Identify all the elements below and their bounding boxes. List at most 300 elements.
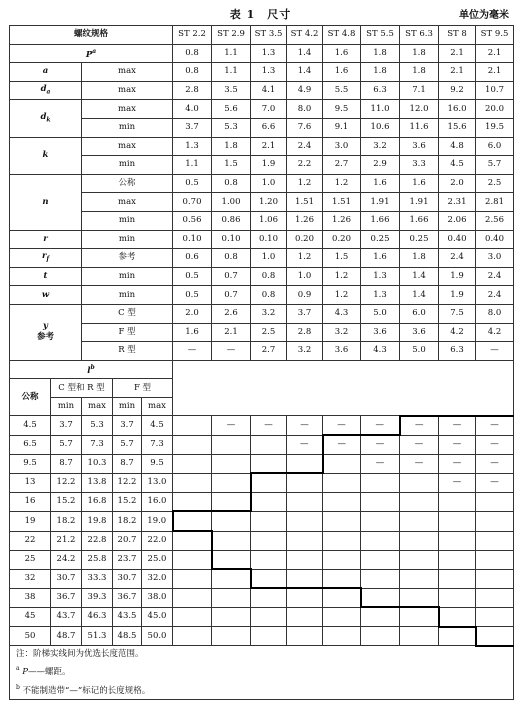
y-value: —: [212, 342, 251, 361]
length-cell: [323, 492, 361, 511]
length-value: 7.3: [142, 435, 173, 454]
unit-label: 单位为毫米: [459, 10, 509, 21]
y-value: —: [476, 342, 514, 361]
length-nominal: 32: [10, 569, 51, 588]
not-available-mark: —: [323, 416, 361, 435]
length-cell: [212, 607, 251, 626]
dim-value: 7.6: [287, 118, 323, 137]
length-value: 36.7: [113, 588, 142, 607]
length-value: 10.3: [82, 454, 113, 473]
dim-value: 1.6: [323, 44, 361, 63]
dim-value: 1.2: [323, 286, 361, 305]
length-cell: [251, 454, 287, 473]
header-row: [10, 26, 514, 45]
dim-value: 0.8: [251, 267, 287, 286]
dim-kind: max: [82, 63, 173, 82]
length-value: 22.8: [82, 531, 113, 550]
dim-value: 7.0: [251, 100, 287, 119]
not-available-mark: —: [323, 435, 361, 454]
dim-value: 0.8: [173, 63, 212, 82]
length-cell: [212, 454, 251, 473]
dim-value: 0.70: [173, 193, 212, 212]
length-cell: [400, 492, 439, 511]
dim-value: 2.06: [439, 211, 476, 230]
dim-value: 2.5: [476, 174, 514, 193]
dim-value: 3.6: [400, 137, 439, 156]
y-kind: F 型: [82, 323, 173, 342]
size-header: ST 8: [439, 26, 476, 45]
length-cell: [361, 588, 400, 607]
spec-header: 螺纹规格: [10, 26, 173, 45]
length-value: 5.3: [82, 416, 113, 435]
length-value: 30.7: [51, 569, 82, 588]
dim-value: 9.1: [323, 118, 361, 137]
length-cell: [400, 588, 439, 607]
dim-value: 0.8: [212, 249, 251, 268]
length-value: 50.0: [142, 627, 173, 646]
length-cell: [287, 588, 323, 607]
length-cell: [476, 627, 514, 646]
length-cell: [173, 627, 212, 646]
length-value: 5.7: [51, 435, 82, 454]
length-value: 33.3: [82, 569, 113, 588]
dim-value: 1.06: [251, 211, 287, 230]
not-available-mark: —: [287, 416, 323, 435]
dim-value: 1.3: [361, 286, 400, 305]
dim-row: [10, 63, 514, 82]
not-available-mark: —: [439, 473, 476, 492]
not-available-mark: —: [361, 454, 400, 473]
dim-value: 1.66: [361, 211, 400, 230]
length-cell: [212, 531, 251, 550]
length-value: 18.2: [51, 511, 82, 531]
dim-kind: min: [82, 156, 173, 175]
note-main: 注：阶梯实线间为优选长度范围。: [16, 648, 144, 659]
minmax-label: max: [142, 397, 173, 416]
length-row: [10, 569, 514, 588]
y-value: 4.3: [323, 304, 361, 323]
length-blank: [173, 360, 514, 416]
length-cell: [361, 607, 400, 626]
dim-value: 1.91: [400, 193, 439, 212]
y-value: 2.5: [251, 323, 287, 342]
not-available-mark: —: [361, 416, 400, 435]
y-value: 3.7: [287, 304, 323, 323]
dim-value: 0.40: [439, 230, 476, 249]
dim-value: 1.8: [400, 63, 439, 82]
dim-kind: 参考: [82, 249, 173, 268]
dim-value: 6.0: [476, 137, 514, 156]
dim-value: 0.56: [173, 211, 212, 230]
length-cell: [400, 473, 439, 492]
dim-value: 2.0: [439, 174, 476, 193]
length-value: 16.0: [142, 492, 173, 511]
dim-value: 10.7: [476, 81, 514, 100]
length-cell: [361, 627, 400, 646]
dim-value: 8.0: [287, 100, 323, 119]
size-header: ST 5.5: [361, 26, 400, 45]
length-value: 16.8: [82, 492, 113, 511]
dim-value: 2.1: [439, 44, 476, 63]
dim-value: 1.8: [400, 249, 439, 268]
minmax-label: min: [113, 397, 142, 416]
length-cell: [212, 588, 251, 607]
length-value: 13.8: [82, 473, 113, 492]
minmax-label: max: [82, 397, 113, 416]
length-value: 21.2: [51, 531, 82, 550]
length-value: 32.0: [142, 569, 173, 588]
length-cell: [212, 435, 251, 454]
dim-row: [10, 174, 514, 193]
size-header: ST 2.9: [212, 26, 251, 45]
length-cell: [476, 607, 514, 626]
dim-value: 2.7: [323, 156, 361, 175]
dim-value: 0.7: [212, 267, 251, 286]
length-cell: [400, 531, 439, 550]
not-available-mark: —: [400, 416, 439, 435]
dim-value: 2.2: [287, 156, 323, 175]
dim-value: 1.0: [251, 249, 287, 268]
length-cell: [439, 492, 476, 511]
length-cell: [323, 550, 361, 569]
length-cell: [212, 492, 251, 511]
length-cell: [323, 511, 361, 531]
y-value: 3.2: [251, 304, 287, 323]
not-available-mark: —: [476, 473, 514, 492]
dim-value: 1.51: [287, 193, 323, 212]
length-nominal: 25: [10, 550, 51, 569]
dim-kind: max: [82, 193, 173, 212]
dim-value: 9.2: [439, 81, 476, 100]
length-value: 7.3: [82, 435, 113, 454]
length-value: 19.8: [82, 511, 113, 531]
length-cell: [287, 550, 323, 569]
length-cell: [439, 550, 476, 569]
dim-symbol: $P^a$: [10, 44, 173, 63]
dim-symbol: n: [10, 174, 82, 230]
not-available-mark: —: [400, 454, 439, 473]
dim-value: 1.26: [287, 211, 323, 230]
dim-value: 2.1: [251, 137, 287, 156]
length-value: 4.5: [142, 416, 173, 435]
length-row: [10, 416, 514, 435]
length-row: [10, 550, 514, 569]
dim-value: 1.6: [361, 249, 400, 268]
length-value: 12.2: [51, 473, 82, 492]
length-cell: [323, 454, 361, 473]
cr-label: C 型和 R 型: [51, 379, 113, 398]
length-value: 12.2: [113, 473, 142, 492]
length-nominal: 9.5: [10, 454, 51, 473]
dim-kind: min: [82, 267, 173, 286]
dim-row: [10, 249, 514, 268]
dim-value: 0.20: [323, 230, 361, 249]
length-cell: [400, 511, 439, 531]
dim-value: 0.86: [212, 211, 251, 230]
dim-value: 1.2: [287, 249, 323, 268]
length-nominal: 19: [10, 511, 51, 531]
length-cell: [173, 416, 212, 435]
dim-row: [10, 286, 514, 305]
dim-value: 1.3: [173, 137, 212, 156]
y-value: 3.6: [400, 323, 439, 342]
not-available-mark: —: [361, 435, 400, 454]
length-value: 43.5: [113, 607, 142, 626]
dim-value: 2.4: [476, 267, 514, 286]
length-cell: [251, 511, 287, 531]
dim-value: 5.7: [476, 156, 514, 175]
length-nominal: 38: [10, 588, 51, 607]
dim-kind: min: [82, 211, 173, 230]
y-value: 2.8: [287, 323, 323, 342]
length-cell: [476, 550, 514, 569]
length-cell: [439, 627, 476, 646]
length-cell: [439, 531, 476, 550]
length-value: 39.3: [82, 588, 113, 607]
length-value: 15.2: [51, 492, 82, 511]
not-available-mark: —: [476, 416, 514, 435]
dim-value: 0.6: [173, 249, 212, 268]
not-available-mark: —: [400, 435, 439, 454]
f-label: F 型: [113, 379, 173, 398]
dim-value: 4.5: [439, 156, 476, 175]
length-cell: [323, 569, 361, 588]
notes-block: [10, 646, 514, 700]
dim-value: 11.0: [361, 100, 400, 119]
y-value: 3.6: [323, 342, 361, 361]
length-nominal: 6.5: [10, 435, 51, 454]
length-cell: [173, 588, 212, 607]
y-kind: R 型: [82, 342, 173, 361]
dim-value: 0.5: [173, 267, 212, 286]
length-value: 23.7: [113, 550, 142, 569]
length-cell: [251, 531, 287, 550]
length-cell: [251, 627, 287, 646]
dim-value: 1.4: [287, 44, 323, 63]
length-cell: [439, 511, 476, 531]
dim-value: 1.6: [323, 63, 361, 82]
dim-symbol: k: [10, 137, 82, 174]
length-value: 9.5: [142, 454, 173, 473]
length-nominal: 13: [10, 473, 51, 492]
dim-value: 2.1: [476, 44, 514, 63]
dim-kind: min: [82, 230, 173, 249]
dim-value: 1.2: [323, 267, 361, 286]
dim-symbol: r: [10, 230, 82, 249]
length-cell: [361, 550, 400, 569]
dim-value: 2.1: [476, 63, 514, 82]
length-cell: [212, 627, 251, 646]
dim-value: 1.1: [212, 63, 251, 82]
length-cell: [173, 550, 212, 569]
length-nominal: 22: [10, 531, 51, 550]
y-value: 6.0: [400, 304, 439, 323]
y-value: 4.3: [361, 342, 400, 361]
dim-value: 10.6: [361, 118, 400, 137]
dim-value: 0.8: [212, 174, 251, 193]
y-value: 2.7: [251, 342, 287, 361]
length-header-row: [10, 360, 514, 379]
y-value: 8.0: [476, 304, 514, 323]
length-cell: [323, 627, 361, 646]
dim-row: [10, 230, 514, 249]
dim-value: 16.0: [439, 100, 476, 119]
dim-value: 1.9: [251, 156, 287, 175]
dim-value: 1.20: [251, 193, 287, 212]
length-value: 38.0: [142, 588, 173, 607]
dim-value: 4.8: [439, 137, 476, 156]
length-cell: [173, 569, 212, 588]
dim-symbol: $d_k$: [10, 100, 82, 137]
dim-value: 4.9: [287, 81, 323, 100]
dim-value: 0.9: [287, 286, 323, 305]
dim-value: 1.4: [400, 286, 439, 305]
dim-value: 3.0: [476, 249, 514, 268]
dim-value: 3.2: [361, 137, 400, 156]
dim-value: 2.4: [476, 286, 514, 305]
dim-symbol: $r_f$: [10, 249, 82, 268]
length-cell: [439, 569, 476, 588]
length-row: [10, 454, 514, 473]
length-cell: [173, 435, 212, 454]
length-value: 20.7: [113, 531, 142, 550]
dim-value: 0.10: [212, 230, 251, 249]
dim-value: 0.5: [173, 286, 212, 305]
dim-value: 1.6: [361, 174, 400, 193]
length-cell: [251, 492, 287, 511]
size-header: ST 4.2: [287, 26, 323, 45]
dim-row: [10, 193, 514, 212]
length-cell: [251, 588, 287, 607]
length-value: 43.7: [51, 607, 82, 626]
dim-value: 2.9: [361, 156, 400, 175]
dim-value: 2.81: [476, 193, 514, 212]
dim-row: [10, 267, 514, 286]
length-cell: [476, 531, 514, 550]
size-header: ST 2.2: [173, 26, 212, 45]
dim-value: 1.9: [439, 267, 476, 286]
length-nominal: 50: [10, 627, 51, 646]
length-value: 48.5: [113, 627, 142, 646]
dim-value: 1.4: [400, 267, 439, 286]
dim-value: 0.20: [287, 230, 323, 249]
dim-value: 1.3: [251, 63, 287, 82]
length-cell: [287, 473, 323, 492]
dim-value: 0.10: [173, 230, 212, 249]
dim-value: 1.91: [361, 193, 400, 212]
length-value: 22.0: [142, 531, 173, 550]
y-value: 3.6: [361, 323, 400, 342]
dim-value: 9.5: [323, 100, 361, 119]
dim-value: 15.6: [439, 118, 476, 137]
dim-row: [10, 156, 514, 175]
length-value: 24.2: [51, 550, 82, 569]
length-value: 25.8: [82, 550, 113, 569]
dim-row: [10, 211, 514, 230]
length-cell: [212, 511, 251, 531]
length-row: [10, 588, 514, 607]
dim-value: 0.5: [173, 174, 212, 193]
dim-value: 1.6: [400, 174, 439, 193]
dim-value: 1.5: [212, 156, 251, 175]
dim-value: 1.3: [361, 267, 400, 286]
length-cell: [212, 569, 251, 588]
dim-row: [10, 100, 514, 119]
length-nominal: 45: [10, 607, 51, 626]
y-row: [10, 304, 514, 323]
length-value: 30.7: [113, 569, 142, 588]
length-nominal: 16: [10, 492, 51, 511]
length-row: [10, 627, 514, 646]
length-cell: [439, 607, 476, 626]
length-cell: [361, 569, 400, 588]
length-cell: [251, 607, 287, 626]
length-symbol: $l^b$: [10, 360, 173, 379]
not-available-mark: —: [476, 454, 514, 473]
y-value: —: [173, 342, 212, 361]
not-available-mark: —: [439, 454, 476, 473]
length-cell: [287, 454, 323, 473]
y-value: 1.6: [173, 323, 212, 342]
length-value: 3.7: [51, 416, 82, 435]
length-cell: [287, 607, 323, 626]
length-row: [10, 473, 514, 492]
dim-value: 2.1: [439, 63, 476, 82]
length-cell: [476, 588, 514, 607]
length-value: 5.7: [113, 435, 142, 454]
dim-value: 2.56: [476, 211, 514, 230]
y-value: 2.6: [212, 304, 251, 323]
length-value: 25.0: [142, 550, 173, 569]
y-kind: C 型: [82, 304, 173, 323]
y-row: [10, 342, 514, 361]
length-cell: [173, 473, 212, 492]
length-value: 51.3: [82, 627, 113, 646]
length-cell: [476, 569, 514, 588]
dim-value: 0.10: [251, 230, 287, 249]
table-body: [10, 26, 514, 700]
length-value: 45.0: [142, 607, 173, 626]
dim-row: [10, 137, 514, 156]
dim-value: 1.2: [287, 174, 323, 193]
dim-value: 1.8: [212, 137, 251, 156]
length-cell: [173, 531, 212, 550]
dim-value: 5.5: [323, 81, 361, 100]
dim-value: 1.3: [251, 44, 287, 63]
dim-value: 1.8: [361, 63, 400, 82]
not-available-mark: —: [439, 416, 476, 435]
length-value: 19.0: [142, 511, 173, 531]
note-b: $^b$ 不能制造带“—”标记的长度规格。: [16, 684, 151, 697]
dim-value: 11.6: [400, 118, 439, 137]
length-cell: [323, 607, 361, 626]
y-value: 2.1: [212, 323, 251, 342]
y-row: [10, 323, 514, 342]
dim-value: 1.2: [323, 174, 361, 193]
dim-value: 5.6: [212, 100, 251, 119]
length-cell: [287, 531, 323, 550]
y-value: 3.2: [287, 342, 323, 361]
length-cell: [287, 569, 323, 588]
length-value: 3.7: [113, 416, 142, 435]
size-header: ST 6.3: [400, 26, 439, 45]
dim-value: 2.31: [439, 193, 476, 212]
size-header: ST 3.5: [251, 26, 287, 45]
dim-value: 20.0: [476, 100, 514, 119]
dim-value: 6.3: [361, 81, 400, 100]
length-cell: [476, 492, 514, 511]
length-cell: [251, 435, 287, 454]
